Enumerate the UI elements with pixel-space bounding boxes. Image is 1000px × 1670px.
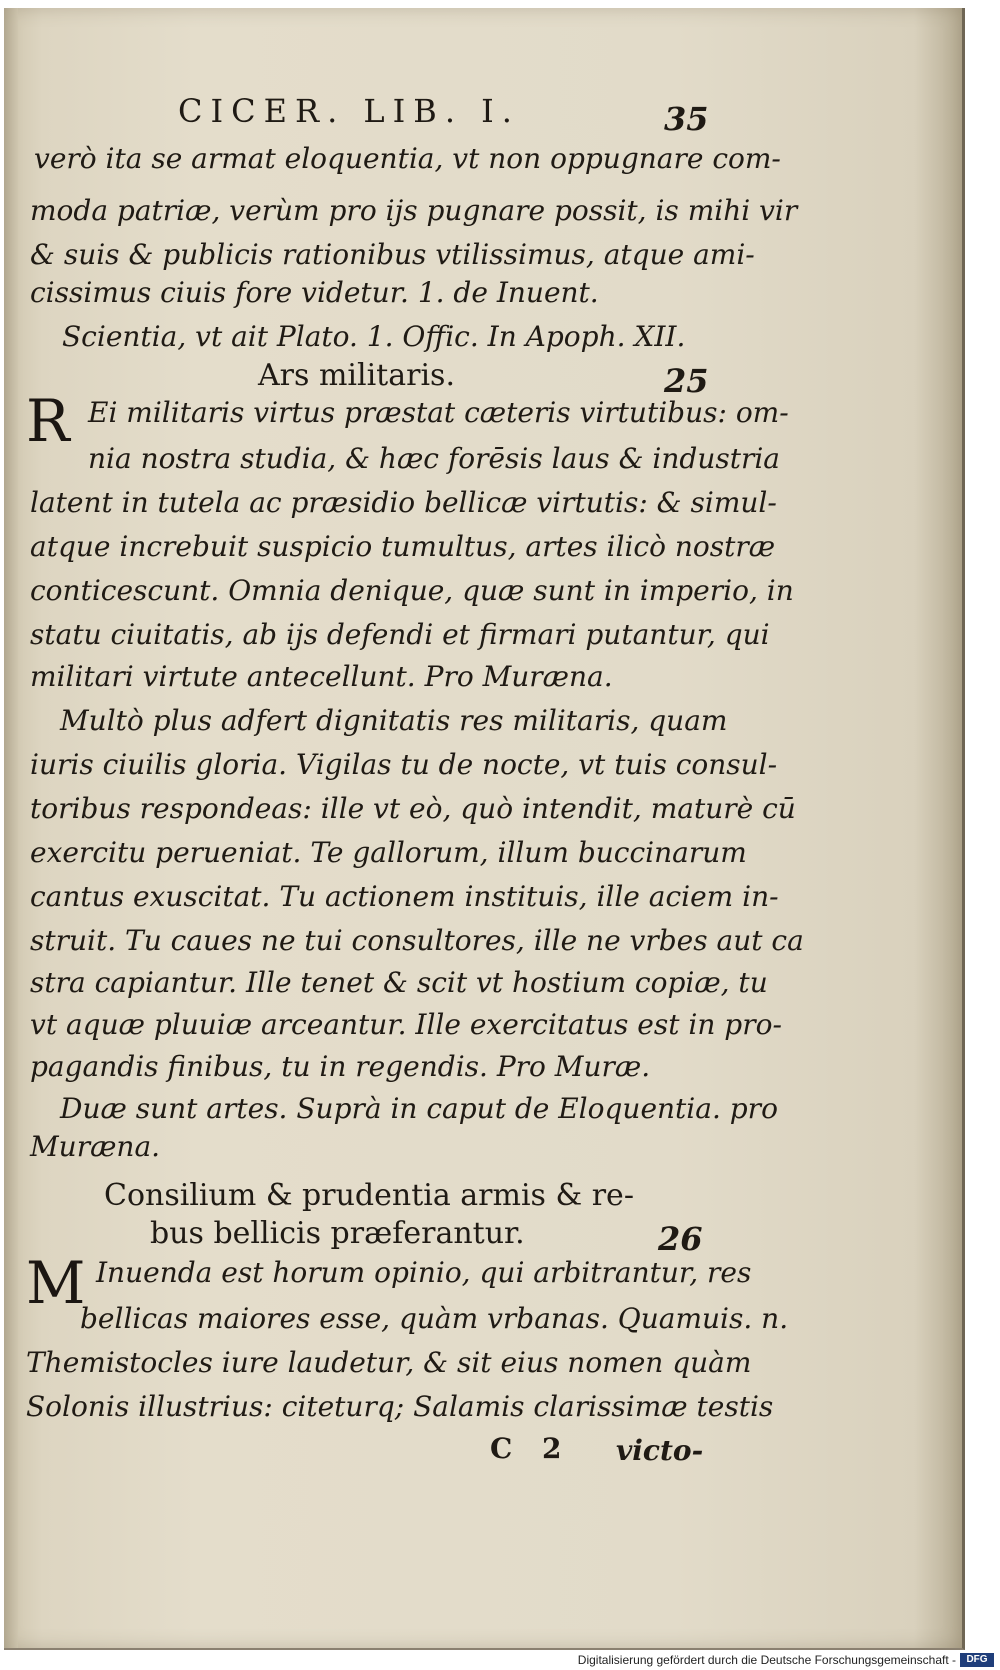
text-line: & suis & publicis rationibus vtilissimus, atque ami- [30,238,755,271]
text-line: stra capiantur. Ille tenet & scit vt hostium copiæ, tu [30,966,768,999]
text-line: Muræna. [30,1130,161,1163]
text-line: pagandis finibus, tu in regendis. Pro Muræ. [30,1050,651,1083]
text-line: verò ita se armat eloquentia, vt non oppugnare com- [34,142,781,175]
text-line: Duæ sunt artes. Suprà in caput de Eloquentia. pro [60,1092,778,1125]
text-line: toribus respondeas: ille vt eò, quò intendit, maturè cū [30,792,796,825]
signature-mark: C 2 [490,1432,572,1465]
text-line: statu ciuitatis, ab ijs defendi et firmari putantur, qui [30,618,770,651]
text-line: latent in tutela ac præsidio bellicæ virtutis: & simul- [30,486,777,519]
text-line: iuris ciuilis gloria. Vigilas tu de nocte, vt tuis consul- [30,748,778,781]
text-line: moda patriæ, verùm pro ijs pugnare possit, is mihi vir [30,194,798,227]
text-line: Inuenda est horum opinio, qui arbitrantur, res [96,1256,752,1289]
text-line: vt aquæ pluuiæ arceantur. Ille exercitatus est in pro- [30,1008,782,1041]
running-head: CICER. LIB. I. [178,92,520,130]
text-line: Solonis illustrius: citeturq; Salamis clarissimæ testis [26,1390,774,1423]
footer-credit: Digitalisierung gefördert durch die Deutsche Forschungsgemeinschaft - [577,1653,956,1667]
text-line: nia nostra studia, & hæc forēsis laus & industria [88,442,781,475]
text-line: Ei militaris virtus præstat cæteris virtutibus: om- [88,396,789,429]
drop-cap: M [26,1249,86,1317]
text-line: militari virtute antecellunt. Pro Muræna. [30,660,613,693]
text-line: exercitu perueniat. Te gallorum, illum buccinarum [30,836,747,869]
text-line: struit. Tu caues ne tui consultores, ille ne vrbes aut ca [30,924,804,957]
dfg-logo: DFG [960,1653,994,1667]
text-line: atque increbuit suspicio tumultus, artes ilicò nostræ [30,530,776,563]
catchword: victo- [616,1434,704,1467]
section-number: 25 [664,362,709,400]
section-number: 26 [658,1220,703,1258]
text-line: Scientia, vt ait Plato. 1. Offic. In Apoph. XII. [62,320,686,353]
text-line: Themistocles iure laudetur, & sit eius nomen quàm [26,1346,752,1379]
page-gutter-edge [4,8,18,1648]
drop-cap: R [26,387,70,455]
text-line: cantus exuscitat. Tu actionem instituis, ille aciem in- [30,880,779,913]
text-line: cissimus ciuis fore videtur. 1. de Inuent. [30,276,599,309]
section-heading: Consilium & prudentia armis & re- [104,1178,634,1213]
text-line: bellicas maiores esse, quàm vrbanas. Quamuis. n. [80,1302,789,1335]
section-heading: Ars militaris. [258,358,455,393]
text-line: Multò plus adfert dignitatis res militaris, quam [60,704,728,737]
page-number: 35 [664,100,709,138]
text-line: conticescunt. Omnia denique, quæ sunt in imperio, in [30,574,794,607]
section-heading: bus bellicis præferantur. [150,1216,525,1251]
